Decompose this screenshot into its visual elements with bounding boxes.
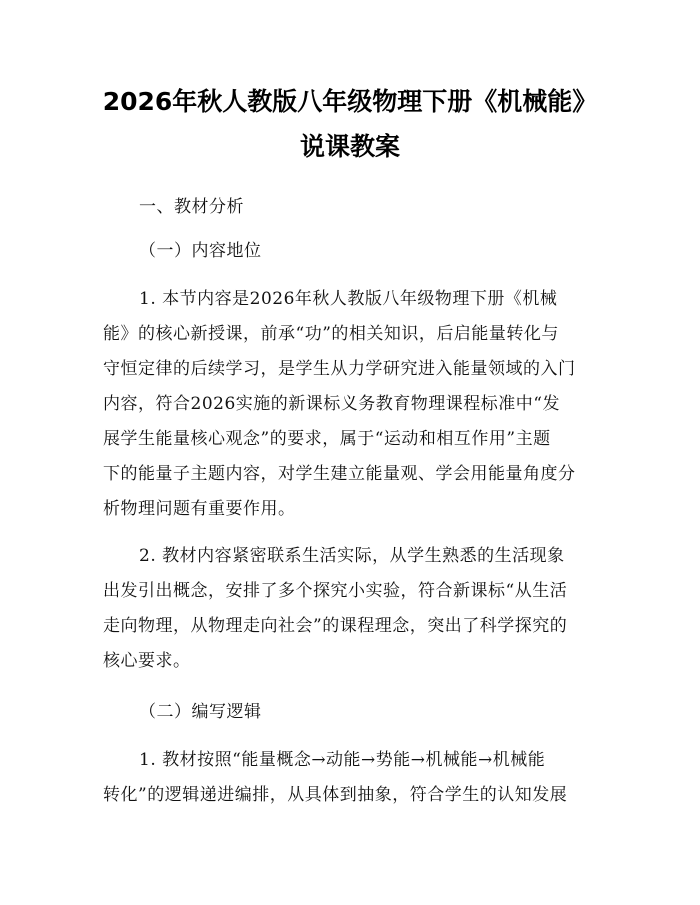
subsection-heading-content-position: （一）内容地位 [139,241,262,261]
paragraph-line: 核心要求。 [103,651,191,671]
paragraph-line: 下的能量子主题内容，对学生建立能量观、学会用能量角度分 [103,464,576,484]
section-heading-textbook-analysis: 一、教材分析 [139,197,244,217]
paragraph-line: 1. 本节内容是2026年秋人教版八年级物理下册《机械 [139,289,558,309]
paragraph-line: 出发引出概念，安排了多个探究小实验，符合新课标“从生活 [103,581,568,601]
paragraph-line: 能》的核心新授课，前承“功”的相关知识，后启能量转化与 [103,324,559,344]
document-title-line-2: 说课教案 [299,132,400,161]
paragraph-line: 内容，符合2026实施的新课标义务教育物理课程标准中“发 [103,394,560,414]
paragraph-line: 走向物理，从物理走向社会”的课程理念，突出了科学探究的 [103,616,568,636]
paragraph-line: 析物理问题有重要作用。 [103,499,296,519]
paragraph-line: 转化”的逻辑递进编排，从具体到抽象，符合学生的认知发展 [103,785,568,805]
document-title-line-1: 2026年秋人教版八年级物理下册《机械能》 [102,87,598,116]
paragraph-line: 展学生能量核心观念”的要求，属于“运动和相互作用”主题 [103,429,551,449]
paragraph-line: 2. 教材内容紧密联系生活实际，从学生熟悉的生活现象 [139,546,565,566]
paragraph-line: 守恒定律的后续学习，是学生从力学研究进入能量领域的入门 [103,359,576,379]
subsection-heading-writing-logic: （二）编写逻辑 [139,702,262,722]
paragraph-line: 1. 教材按照“能量概念→动能→势能→机械能→机械能 [139,750,546,770]
